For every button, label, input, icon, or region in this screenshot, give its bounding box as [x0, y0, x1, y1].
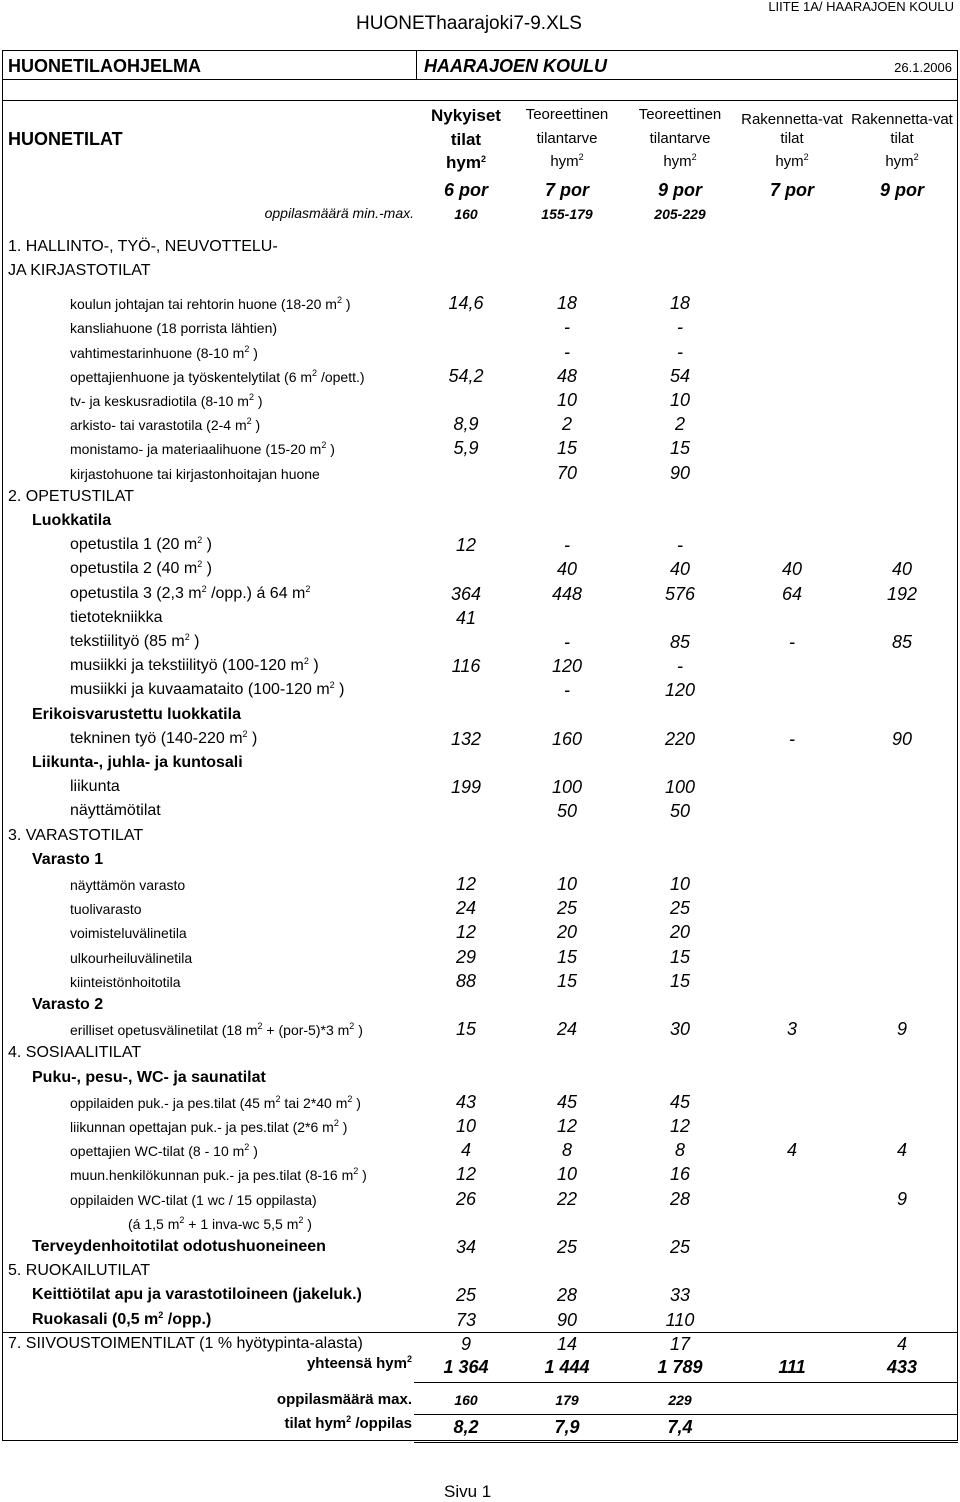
column-header-line1: Nykyiset: [431, 106, 501, 125]
column-header-unit: hym$^2$: [446, 153, 486, 172]
row-value: 12: [556, 1116, 578, 1136]
row-label: 2. OPETUSTILAT: [8, 487, 134, 505]
row-value: 54: [669, 365, 691, 386]
summary-value: 1 789: [657, 1357, 703, 1377]
row-value: 22: [556, 1188, 578, 1209]
row-value: 364: [450, 583, 482, 604]
row-value: 43: [455, 1091, 477, 1112]
row-label: 3. VARASTOTILAT: [8, 826, 144, 844]
row-label: monistamo- ja materiaalihuone (15-20 $m^2$ ): [70, 440, 335, 458]
row-value: 100: [551, 777, 583, 798]
row-value: 10: [556, 1164, 578, 1185]
row-value: 5,9: [453, 438, 479, 459]
summary-divider: [2, 1332, 958, 1333]
row-value: 8: [674, 1140, 685, 1161]
row-label: opetustila 2 (40 $m^2$ ): [70, 559, 212, 578]
column-header-line1: Rakennetta-vat: [741, 111, 843, 128]
file-title: HUONEThaarajoki7-9.XLS: [356, 13, 582, 34]
row-value: 64: [781, 583, 803, 604]
row-value: 24: [556, 1019, 578, 1040]
row-value: 12: [455, 1164, 477, 1185]
row-value: -: [564, 632, 570, 652]
row-value: 4: [460, 1140, 471, 1161]
row-value: 18: [556, 293, 578, 314]
column-header-line2: tilantarve: [536, 130, 598, 147]
row-value: -: [677, 535, 683, 556]
banner-title: HUONETILAOHJELMA: [8, 56, 201, 76]
row-label: ulkourheiluvälinetila: [70, 949, 193, 966]
row-value: 90: [669, 462, 691, 483]
row-label: JA KIRJASTOTILAT: [8, 262, 151, 280]
row-value: 40: [669, 559, 691, 580]
row-value: 26: [455, 1188, 477, 1209]
row-label: liikunnan opettajan puk.- ja pes.tilat (2*6 $m^2$ ): [70, 1118, 348, 1135]
row-value: 15: [455, 1019, 477, 1040]
row-value: 4: [896, 1140, 907, 1161]
row-value: 24: [455, 898, 477, 919]
row-value: 10: [556, 874, 578, 894]
row-label: kansliahuone (18 porrista lähtien): [70, 320, 278, 337]
row-label: Puku-, pesu-, WC- ja saunatilat: [32, 1068, 266, 1086]
row-label: tv- ja keskusradiotila (8-10 $m^2$ ): [70, 392, 263, 409]
column-header-unit: hym$^2$: [775, 152, 809, 170]
row-value: 40: [891, 559, 913, 580]
header-divider: [2, 100, 958, 101]
row-label: tekninen työ (140-220 $m^2$ ): [70, 728, 258, 747]
summary-value: 1 364: [443, 1357, 489, 1377]
row-label: erilliset opetusvälinetilat (18 $m^2 + (por-5)*3$ $m^2$ ): [70, 1021, 363, 1039]
frame-top: [2, 50, 958, 51]
column-header-line1: Teoreettinen: [525, 106, 609, 123]
row-value: 10: [455, 1116, 477, 1136]
oppilas-label: oppilasmäärä min.-max.: [264, 205, 414, 221]
row-value: 100: [664, 777, 696, 798]
row-value: 8,9: [453, 414, 479, 435]
row-value: 9: [896, 1019, 907, 1040]
school-name: HAARAJOEN KOULU: [424, 56, 608, 76]
row-value: 18: [669, 293, 691, 314]
row-value: -: [677, 317, 683, 338]
row-label: opetustila 1 (20 $m^2$ ): [70, 535, 212, 554]
row-value: 28: [669, 1188, 691, 1209]
row-label: 1. HALLINTO-, TYÖ-, NEUVOTTELU-: [8, 238, 278, 255]
row-value: 54,2: [448, 365, 484, 386]
grade-range: 7 por: [769, 180, 814, 200]
row-label: Keittiötilat apu ja varastotiloineen (jakeluk.): [32, 1286, 362, 1304]
row-value: -: [564, 680, 570, 701]
row-value: -: [789, 632, 795, 652]
row-value: 10: [669, 874, 691, 894]
row-value: 4: [786, 1140, 797, 1161]
row-label: Varasto 2: [32, 996, 104, 1013]
summary-value: 1 444: [544, 1357, 590, 1377]
row-value: 16: [669, 1164, 691, 1185]
row-value: 120: [664, 680, 696, 701]
row-label: tekstiilityö (85 $m^2$ ): [70, 632, 200, 650]
row-value: 12: [455, 922, 477, 943]
row-value: 45: [669, 1091, 691, 1112]
row-value: -: [564, 341, 570, 362]
row-label: 4. SOSIAALITILAT: [8, 1044, 142, 1062]
row-label: kirjastohuone tai kirjastonhoitajan huone: [70, 465, 320, 482]
row-value: 2: [674, 414, 685, 435]
row-value: 50: [669, 801, 691, 822]
grade-range: 7 por: [544, 180, 589, 200]
summary-label: yhteensä hym$^2$: [306, 1354, 412, 1372]
row-label: opettajien WC-tilat (8 - 10 $m^2$ ): [70, 1142, 258, 1160]
summary-underline: [414, 1382, 958, 1383]
frame-left: [2, 50, 3, 1440]
row-label: Luokkatila: [32, 512, 112, 529]
row-value: 85: [891, 632, 913, 652]
row-label: tietotekniikka: [70, 608, 163, 626]
row-value: 25: [669, 1237, 691, 1257]
row-label: musiikki ja tekstiilityö (100-120 $m^2$ ): [70, 656, 319, 675]
row-value: 20: [556, 922, 578, 943]
row-label: oppilaiden puk.- ja pes.tilat (45 $m^2$ tai 2*40 $m^2$ ): [70, 1093, 361, 1111]
row-label: liikunta: [70, 778, 120, 796]
row-value: 20: [669, 922, 691, 943]
row-value: 25: [556, 1237, 578, 1257]
row-value: 50: [556, 801, 578, 822]
column-header-line2: tilat: [780, 130, 804, 147]
row-label: opettajienhuone ja työskentelytilat (6 $m^2$ /opett.): [70, 367, 365, 385]
row-label: tuolivarasto: [70, 901, 142, 918]
row-label: Terveydenhoitotilat odotushuoneineen: [32, 1238, 326, 1255]
summary-label: tilat hym$^2$ /oppilas: [284, 1414, 412, 1432]
row-label: kiinteistönhoitotila: [70, 973, 181, 990]
row-value: 576: [664, 583, 696, 604]
row-value: 9: [460, 1333, 471, 1354]
summary-underline: [414, 1442, 958, 1443]
row-value: 14: [556, 1333, 578, 1354]
oppilas-value: 205-229: [654, 206, 706, 222]
row-value: 3: [786, 1019, 797, 1040]
row-value: 10: [556, 390, 578, 410]
row-value: 15: [556, 438, 578, 459]
row-label: (á 1,5 $m^2 + 1$ inva-wc 5,5 $m^2$ ): [128, 1214, 312, 1232]
row-value: 8: [561, 1140, 572, 1161]
summary-value: 179: [555, 1392, 579, 1408]
column-header-line2: tilat: [450, 130, 482, 149]
column-header-unit: hym$^2$: [663, 152, 697, 170]
row-value: 220: [664, 728, 696, 749]
row-value: -: [564, 535, 570, 556]
row-value: -: [677, 341, 683, 362]
row-value: 34: [455, 1237, 477, 1257]
row-value: 45: [556, 1091, 578, 1112]
column-header-line2: tilantarve: [649, 130, 711, 147]
row-value: 120: [551, 656, 583, 677]
summary-value: 229: [668, 1392, 692, 1408]
row-label: musiikki ja kuvaamataito (100-120 $m^2$ ): [70, 680, 345, 699]
row-value: 2: [561, 414, 572, 435]
column-header-unit: hym$^2$: [885, 152, 919, 170]
row-value: 48: [556, 365, 578, 386]
document-label: LIITE 1A/ HAARAJOEN KOULU: [768, 0, 954, 14]
row-label: oppilaiden WC-tilat (1 wc / 15 oppilasta): [70, 1191, 317, 1208]
oppilas-value: 155-179: [541, 206, 593, 222]
column-header-line1: Rakennetta-vat: [851, 111, 953, 128]
row-value: 15: [556, 946, 578, 967]
row-value: 73: [455, 1309, 477, 1330]
row-value: -: [677, 656, 683, 677]
row-value: 199: [450, 777, 482, 798]
summary-underline: [414, 1414, 958, 1415]
row-value: 25: [556, 898, 578, 919]
summary-value: 8,2: [453, 1417, 479, 1437]
row-label: Erikoisvarustettu luokkatila: [32, 705, 241, 723]
row-value: 15: [669, 970, 691, 991]
oppilas-value: 160: [454, 206, 478, 222]
summary-value: 433: [886, 1357, 918, 1377]
row-label: koulun johtajan tai rehtorin huone (18-20 $m^2$ ): [70, 295, 351, 313]
row-value: 88: [455, 970, 477, 991]
row-label: Liikunta-, juhla- ja kuntosali: [32, 754, 243, 771]
summary-value: 7,9: [554, 1417, 580, 1437]
summary-value: 160: [454, 1392, 478, 1408]
row-value: 4: [896, 1333, 907, 1354]
frame-bottom: [2, 1440, 958, 1441]
row-value: 40: [781, 559, 803, 580]
row-value: 9: [896, 1188, 907, 1209]
row-value: -: [789, 728, 795, 749]
row-value: 30: [669, 1019, 691, 1040]
row-label: näyttämötilat: [70, 802, 161, 820]
banner-date: 26.1.2006: [894, 60, 952, 75]
row-value: 12: [455, 874, 477, 894]
row-label: näyttämön varasto: [70, 877, 186, 893]
row-value: 25: [455, 1285, 477, 1306]
row-label: opetustila 3 (2,3 $m^2$ /opp.) á 64 $m^2$: [70, 583, 311, 602]
column-header-unit: hym$^2$: [550, 152, 584, 170]
row-label: voimisteluvälinetila: [70, 925, 187, 942]
column-header-line2: tilat: [890, 130, 914, 147]
row-label: Ruokasali (0,5 $m^2$ /opp.): [32, 1309, 212, 1328]
row-value: 132: [450, 728, 482, 749]
row-value: 90: [556, 1309, 578, 1330]
row-label: 5. RUOKAILUTILAT: [8, 1262, 150, 1280]
page-footer: Sivu 1: [444, 1482, 492, 1501]
row-value: 40: [556, 559, 578, 580]
column-header-line1: Teoreettinen: [638, 106, 722, 123]
row-value: 41: [455, 607, 477, 628]
row-value: 12: [455, 535, 477, 556]
row-value: 110: [665, 1309, 695, 1330]
row-value: 10: [669, 390, 691, 410]
row-value: 28: [556, 1285, 578, 1306]
row-value: 29: [455, 946, 477, 967]
row-value: 15: [669, 438, 691, 459]
row-label: Varasto 1: [32, 850, 104, 868]
row-label: muun.henkilökunnan puk.- ja pes.tilat (8-16 $m^2$ ): [70, 1166, 367, 1184]
row-value: 70: [556, 462, 578, 483]
row-label: vahtimestarinhuone (8-10 $m^2$ ): [70, 343, 258, 361]
grade-range: 6 por: [443, 180, 488, 200]
row-value: 160: [551, 728, 583, 749]
row-value: 25: [669, 898, 691, 919]
row-value: 15: [669, 946, 691, 967]
row-value: 90: [891, 728, 913, 749]
row-value: 14,6: [448, 293, 484, 314]
row-value: 85: [669, 632, 691, 652]
row-label: arkisto- tai varastotila (2-4 $m^2$ ): [70, 416, 261, 434]
banner-split: [416, 50, 417, 80]
row-value: -: [564, 317, 570, 338]
row-value: 33: [669, 1285, 691, 1306]
row-value: 448: [551, 583, 583, 604]
summary-label: oppilasmäärä max.: [276, 1391, 412, 1408]
grade-range: 9 por: [879, 180, 924, 200]
rooms-header: HUONETILAT: [8, 129, 123, 149]
summary-value: 7,4: [667, 1417, 693, 1437]
row-value: 116: [451, 656, 481, 677]
summary-value: 111: [778, 1357, 806, 1377]
row-label: 7. SIIVOUSTOIMENTILAT (1 % hyötypinta-alasta): [8, 1334, 363, 1352]
banner-divider: [2, 79, 958, 80]
row-value: 17: [669, 1333, 691, 1354]
row-value: 12: [669, 1116, 691, 1136]
row-value: 192: [886, 583, 918, 604]
grade-range: 9 por: [657, 180, 702, 200]
row-value: 15: [556, 970, 578, 991]
